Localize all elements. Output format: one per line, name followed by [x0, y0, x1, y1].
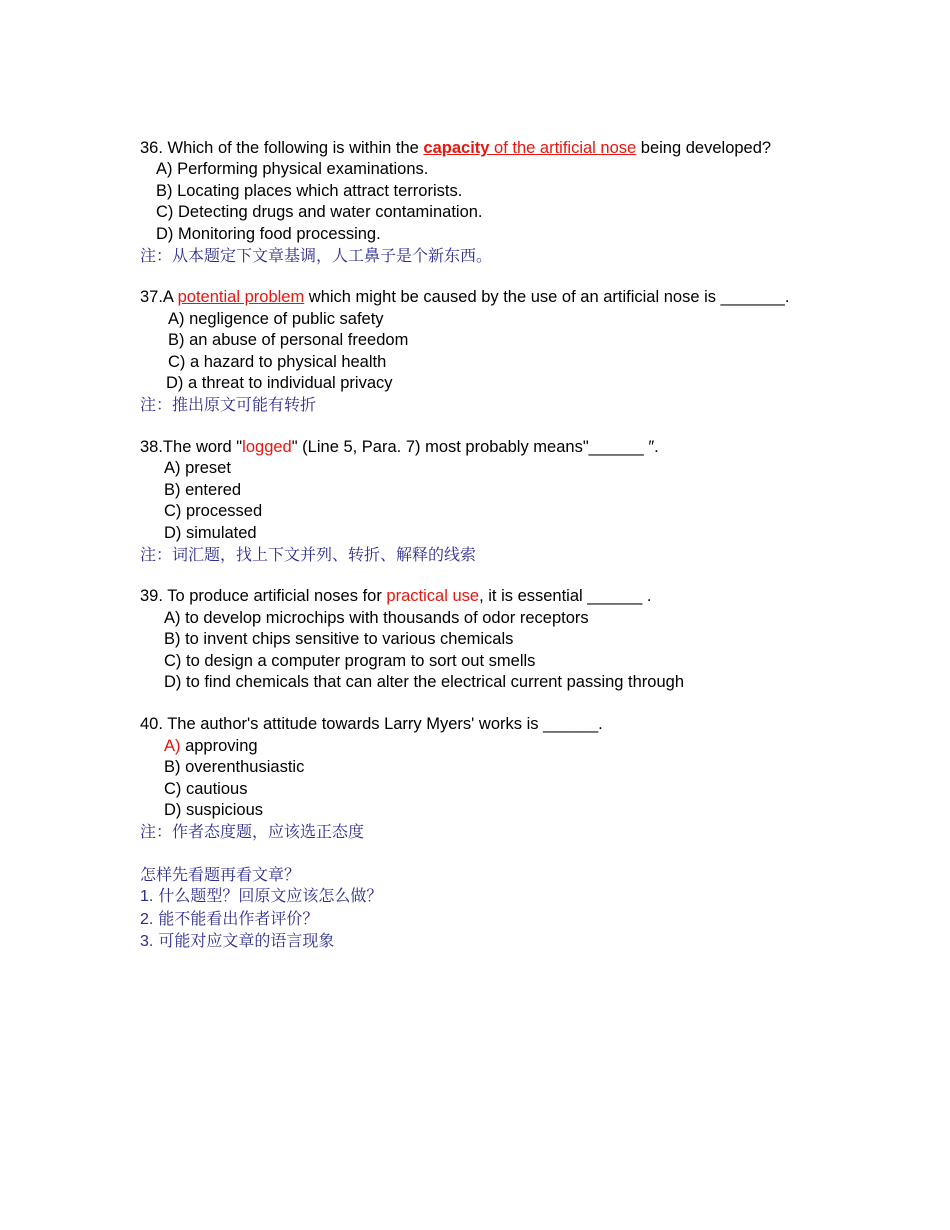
q40-note: 注：作者态度题，应该选正态度 [140, 822, 365, 842]
summary-heading: 怎样先看题再看文章？ [140, 864, 301, 884]
question-40 [140, 714, 810, 821]
q40-option-b: B) overenthusiastic [164, 758, 305, 777]
summary-item-3 [140, 930, 810, 952]
q37-option-d: D) a threat to individual privacy [166, 374, 393, 393]
summary-item-1-num: 1. [140, 888, 154, 906]
question-38-stem [140, 437, 810, 458]
q39-stem-tail: , it is essential ______ . [479, 587, 652, 606]
question-39-stem [140, 586, 810, 607]
q40-answer-text: approving [180, 736, 258, 755]
question-37 [140, 287, 810, 394]
q38-option-d: D) simulated [164, 523, 257, 542]
q39-highlight: practical use [386, 587, 480, 606]
q40-option-c: C) cautious [164, 779, 248, 798]
q37-option-c: C) a hazard to physical health [168, 352, 387, 371]
q37-note: 注：推出原文可能有转折 [140, 395, 317, 415]
q39-option-d: D) to find chemicals that can alter the electrical current passing through [164, 672, 685, 691]
q40-option-a [140, 736, 810, 757]
q36-highlight-nose: of the artificial nose [489, 139, 637, 157]
q38-highlight: logged [242, 437, 292, 456]
q37-option-b: B) an abuse of personal freedom [168, 331, 409, 350]
q39-option-a: A) to develop microchips with thousands of odor receptors [164, 608, 589, 627]
q36-stem-tail: being developed? [636, 139, 772, 157]
q38-note: 注：词汇题，找上下文并列、转折、解释的线索 [140, 544, 477, 564]
summary-item-2-num: 2. [140, 910, 154, 928]
q36-option-d: D) Monitoring food processing. [156, 224, 381, 243]
q39-option-c: C) to design a computer program to sort out smells [164, 651, 536, 670]
q36-option-a: A) Performing physical examinations. [156, 160, 429, 179]
summary-item-2-text: 能不能看出作者评价？ [153, 908, 319, 928]
q39-option-b: B) to invent chips sensitive to various chemicals [164, 630, 514, 649]
q36-option-b: B) Locating places which attract terrorists. [156, 181, 463, 200]
q40-answer-letter: A) [164, 736, 181, 755]
q36-option-c: C) Detecting drugs and water contamination. [156, 203, 483, 222]
question-38 [140, 437, 810, 544]
q39-stem-text: 39. To produce artificial noses for [140, 587, 387, 606]
q37-option-a: A) negligence of public safety [168, 309, 384, 328]
q37-highlight: potential problem [177, 288, 305, 307]
summary-item-1 [140, 885, 810, 907]
summary-item-3-num: 3. [140, 933, 154, 950]
q37-stem-tail: which might be caused by the use of an artificial nose is _______. [304, 288, 790, 307]
q36-note: 注：从本题定下文章基调，人工鼻子是个新东西。 [140, 246, 493, 266]
document-page [140, 138, 810, 952]
summary-item-3-text: 可能对应文章的语言现象 [153, 931, 335, 950]
question-40-stem: 40. The author's attitude towards Larry Myers' works is ______. [140, 715, 603, 734]
q38-option-b: B) entered [164, 480, 242, 499]
question-39 [140, 586, 810, 693]
q38-option-a: A) preset [164, 459, 231, 478]
q40-option-d: D) suspicious [164, 800, 264, 819]
q38-option-c: C) processed [164, 502, 263, 521]
q38-stem-text: 38.The word " [140, 437, 243, 456]
question-37-stem [140, 287, 810, 308]
q36-highlight-capacity: capacity [423, 139, 490, 157]
q37-stem-text: 37.A [140, 288, 178, 307]
summary-item-1-text: 什么题型？回原文应该怎么做？ [153, 886, 383, 906]
q36-stem-text: 36. Which of the following is within the [140, 139, 424, 157]
summary-item-2 [140, 908, 810, 930]
question-36 [140, 138, 810, 245]
q38-stem-tail: " (Line 5, Para. 7) most probably means"______ ″. [291, 437, 659, 456]
question-36-stem [140, 138, 810, 159]
